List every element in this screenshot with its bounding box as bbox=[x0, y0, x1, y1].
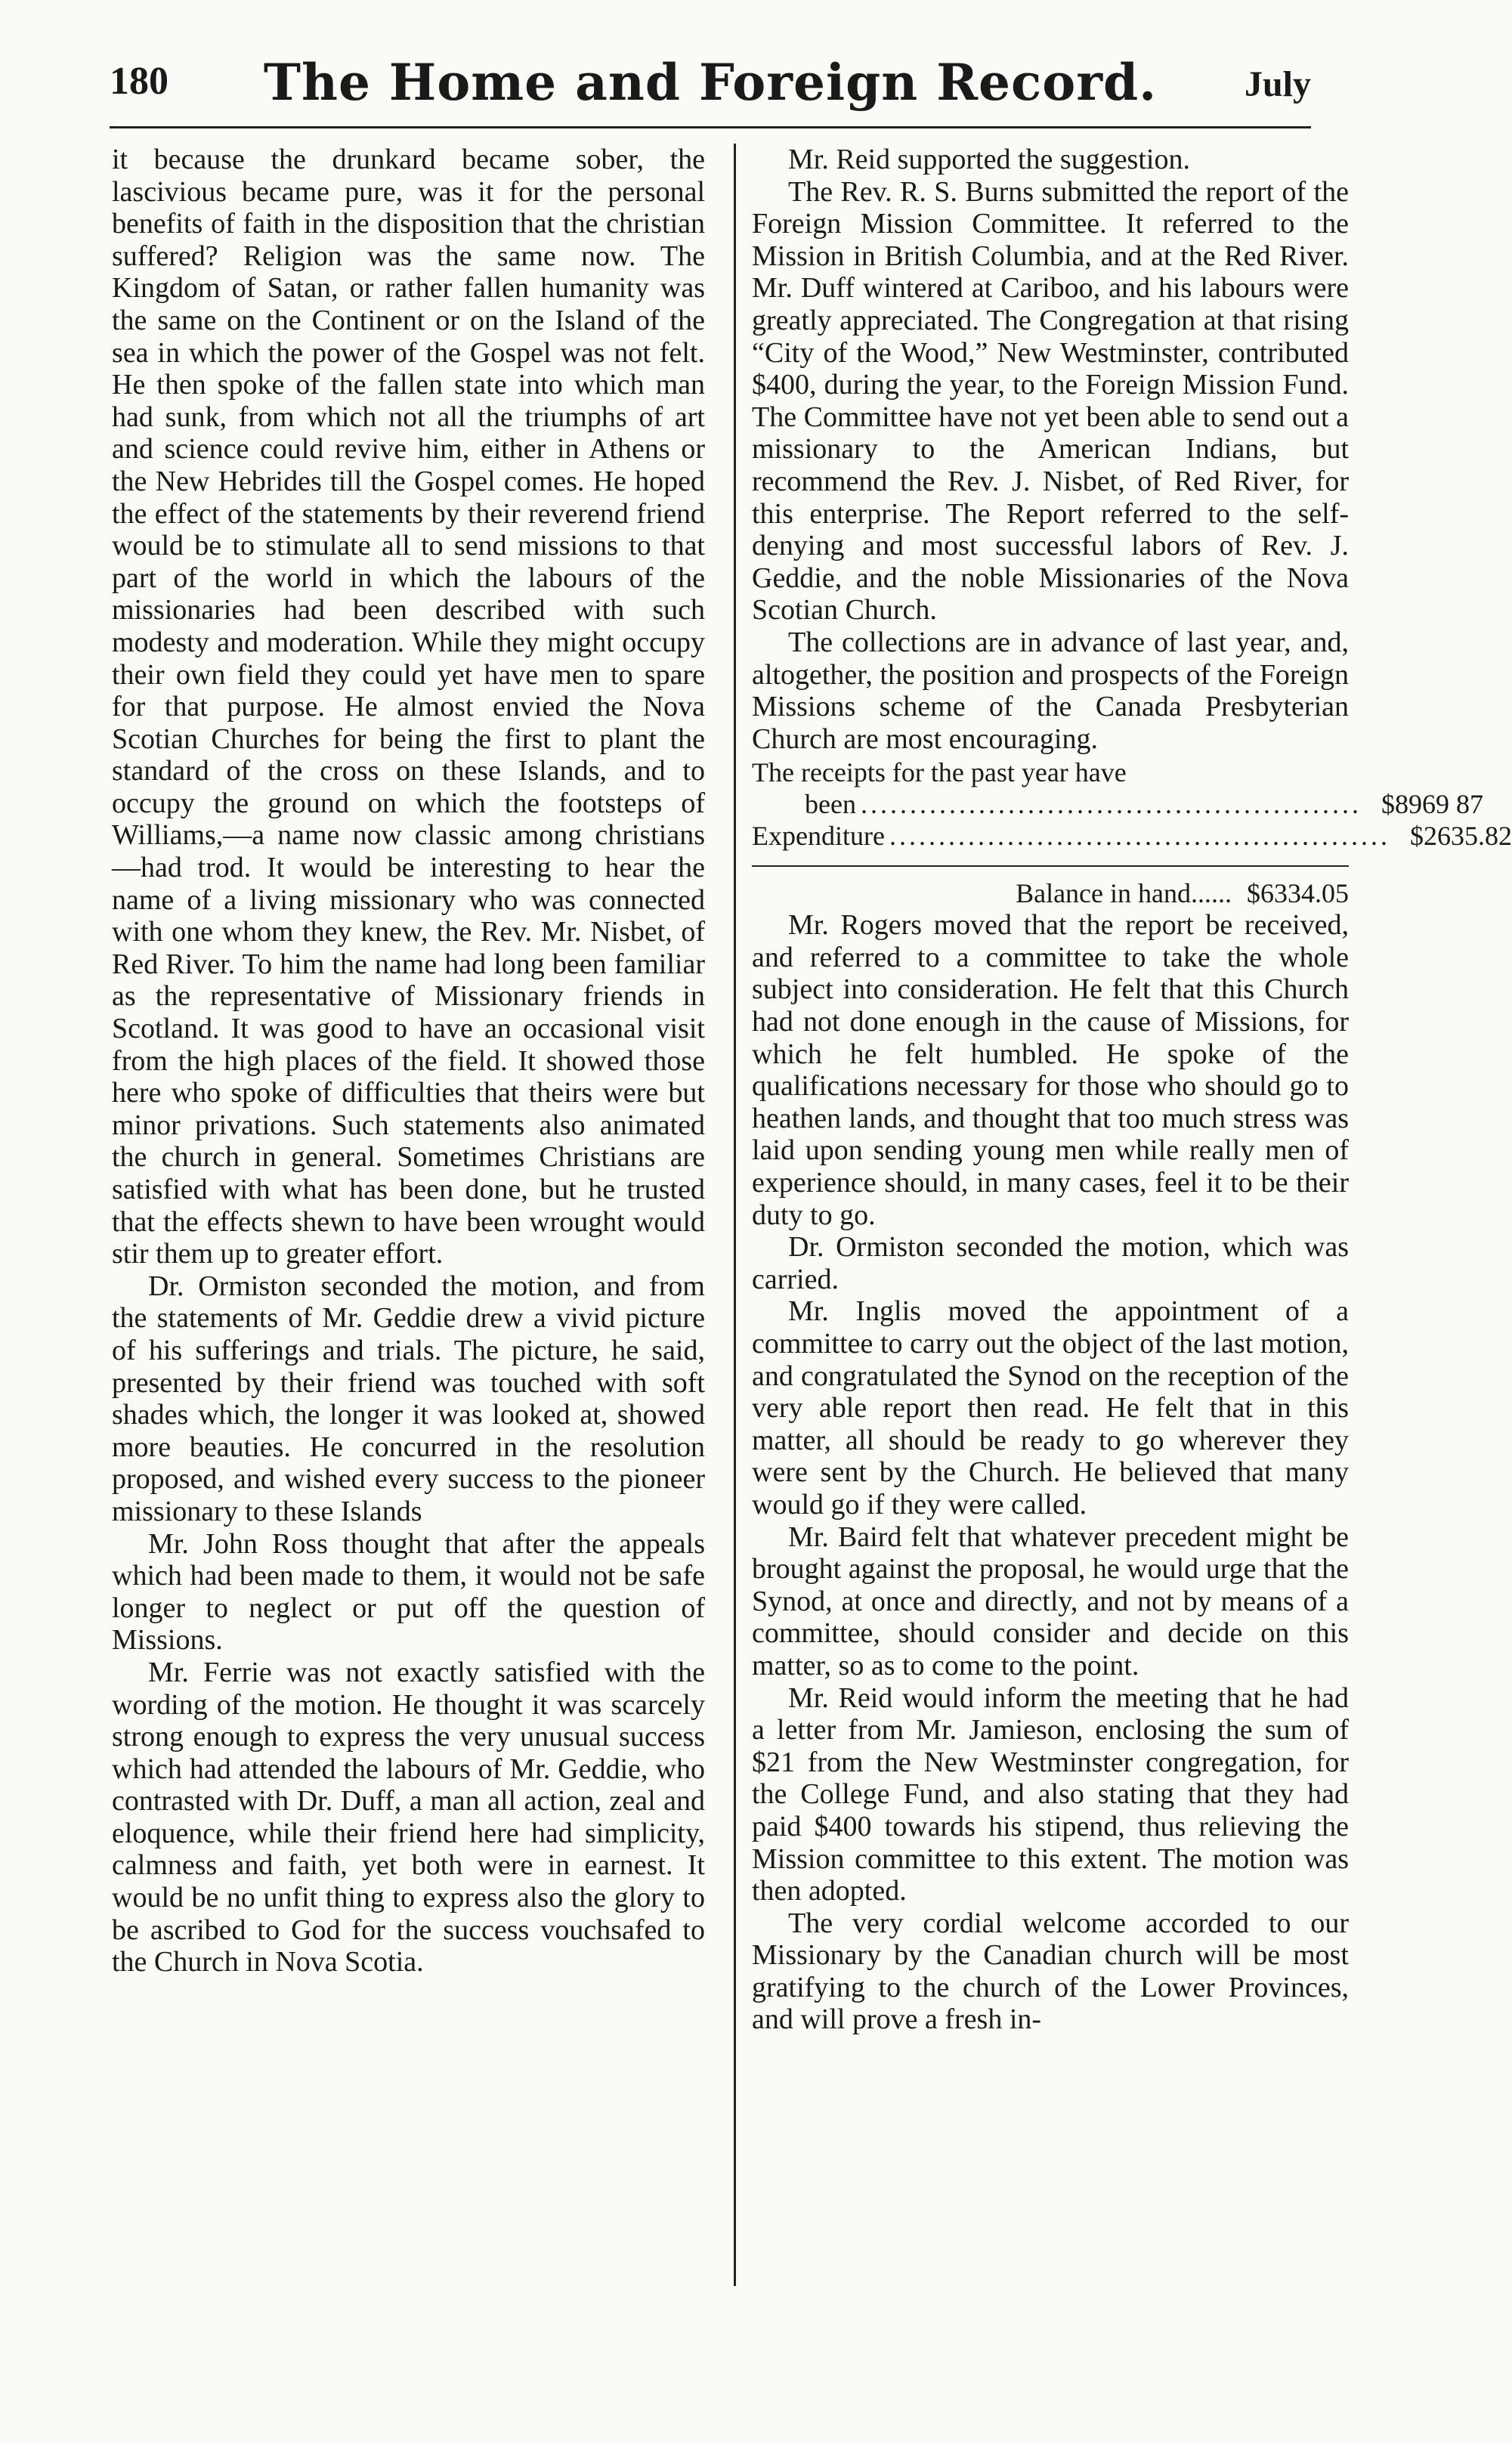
ledger-row-receipts bbox=[752, 788, 1483, 820]
paragraph: Mr. Ferrie was not exactly satisfied with the wording of the motion. He thought it was scarcely strong enough to express the very unusual success which had attended the labours of Mr. Geddie, who contrasted with Dr. Duff, a man all action, zeal and eloquence, while their friend here had simplicity, calmness and faith, yet both were in earnest. It would be no unfit thing to express also the glory to be ascribed to God for the success vouchsafed to the Church in Nova Scotia. bbox=[112, 1656, 705, 1978]
ledger-label: Expenditure bbox=[752, 821, 885, 852]
paragraph: The collections are in advance of last year, and, altogether, the position and prospects of the Foreign Missions scheme of the Canada Presbyterian Church are most encouraging. bbox=[752, 626, 1349, 755]
paragraph: Dr. Ormiston seconded the motion, and from the statements of Mr. Geddie drew a vivid picture of his sufferings and trials. The picture, he said, presented by their friend was touched with soft shades which, the longer it was looked at, showed more beauties. He concurred in the resolution proposed, and wished every success to the pioneer missionary to these Islands bbox=[112, 1270, 705, 1527]
paragraph: Mr. Inglis moved the appointment of a committee to carry out the object of the last motion, and congratulated the Synod on the reception of the very able report then read. He felt that in this matter, all should be ready to go wherever they were sent by the Church. He believed that many would go if they were called. bbox=[752, 1295, 1349, 1521]
paragraph: Dr. Ormiston seconded the motion, which was carried. bbox=[752, 1231, 1349, 1295]
journal-title: The Home and Foreign Record. bbox=[263, 53, 1158, 112]
ledger-row-receipts-heading bbox=[752, 756, 1349, 788]
left-column bbox=[112, 144, 705, 1978]
page-number: 180 bbox=[110, 60, 169, 103]
ledger-rule bbox=[752, 865, 1349, 867]
ledger-row-expenditure bbox=[752, 820, 1512, 852]
paragraph: Mr. Reid supported the suggestion. bbox=[788, 144, 1190, 175]
balance-label: Balance in hand...... bbox=[1016, 878, 1232, 909]
paragraph: it because the drunkard became sober, the lascivious became pure, was it for the personal benefits of faith in the disposition that the christian suffered? Religion was the same now. The Kingdom of Satan, or rather fallen humanity was the same on the Continent or on the Island of the sea in which the power of the Gospel was not felt. He then spoke of the fallen state into which man had sunk, from which not all the triumphs of art and science could revive him, either in Athens or the New Hebrides till the Gospel comes. He hoped the effect of the statements by their reverend friend would be to stimulate all to send missions to that part of the world in which the labours of the missionaries had been described with such modesty and moderation. While they might occupy their own field they could yet have men to spare for that purpose. He almost envied the Nova Scotian Churches for being the first to plant the standard of the cross on these Islands, and to occupy the ground on which the footsteps of Williams,—a name now classic among christians—had trod. It would be interesting to hear the name of a living missionary who was connected with one whom they knew, the Rev. Mr. Nisbet, of Red River. To him the name had long been familiar as the representative of Missionary friends in Scotland. It was good to have an occasional visit from the high places of the field. It showed those here who spoke of difficulties that theirs were but minor privations. Such statements also animated the church in general. Sometimes Christians are satisfied with what has been done, but he trusted that the effects shewn to have been wrought would stir them up to greater effort. bbox=[112, 144, 705, 1270]
paragraph: Mr. Reid would inform the meeting that he had a letter from Mr. Jamieson, enclosing the sum of $21 from the New Westminster congregation, for the College Fund, and also stating that they had paid $400 towards his stipend, thus relieving the Mission committee to this extent. The motion was then adopted. bbox=[752, 1681, 1349, 1907]
paragraph: The Rev. R. S. Burns submitted the report of the Foreign Mission Committee. It referred to the Mission in British Columbia, and at the Red River. Mr. Duff wintered at Cariboo, and his labours were greatly appreciated. The Congregation at that rising “City of the Wood,” New Westminster, contributed $400, during the year, to the Foreign Mission Fund. The Committee have not yet been able to send out a missionary to the American Indians, but recommend the Rev. J. Nisbet, of Red River, for this enterprise. The Report referred to the self-denying and most successful labors of Rev. J. Geddie, and the noble Missionaries of the Nova Scotian Church. bbox=[752, 175, 1349, 626]
paragraph: Mr. Rogers moved that the report be received, and referred to a committee to take the whole subject into consideration. He felt that this Church had not done enough in the cause of Missions, for which he felt humbled. He spoke of the qualifications necessary for those who should go to heathen lands, and thought that too much stress was laid upon sending young men while really men of experience should, in many cases, feel it to be their duty to go. bbox=[752, 909, 1349, 1231]
column-rule bbox=[734, 144, 736, 2286]
right-column bbox=[752, 144, 1512, 2036]
ledger-row-balance bbox=[752, 877, 1349, 909]
paragraph: The very cordial welcome accorded to our Missionary by the Canadian church will be most gratifying to the church of the Lower Provinces, and will prove a fresh in- bbox=[752, 1907, 1349, 2036]
header-rule bbox=[110, 126, 1311, 128]
paragraph: Mr. John Ross thought that after the appeals which had been made to them, it would not be safe longer to neglect or put off the question of Missions. bbox=[112, 1527, 705, 1657]
receipts-amount: $8969 87 bbox=[1381, 789, 1483, 820]
balance-amount: $6334.05 bbox=[1247, 878, 1349, 909]
financial-ledger bbox=[752, 756, 1512, 909]
issue-month: July bbox=[1244, 64, 1311, 104]
leader-dots: ................................................... bbox=[860, 789, 1362, 820]
ledger-label: The receipts for the past year have bbox=[752, 757, 1127, 788]
expenditure-amount: $2635.82 bbox=[1409, 821, 1512, 852]
leader-dots: ................................................... bbox=[889, 821, 1390, 852]
paragraph: Mr. Baird felt that whatever precedent might be brought against the proposal, he would urge that the Synod, at once and directly, and not by means of a committee, should consider and decide on this matter, so as to come to the point. bbox=[752, 1521, 1349, 1681]
page-header bbox=[110, 53, 1311, 125]
ledger-label: been bbox=[805, 789, 856, 820]
